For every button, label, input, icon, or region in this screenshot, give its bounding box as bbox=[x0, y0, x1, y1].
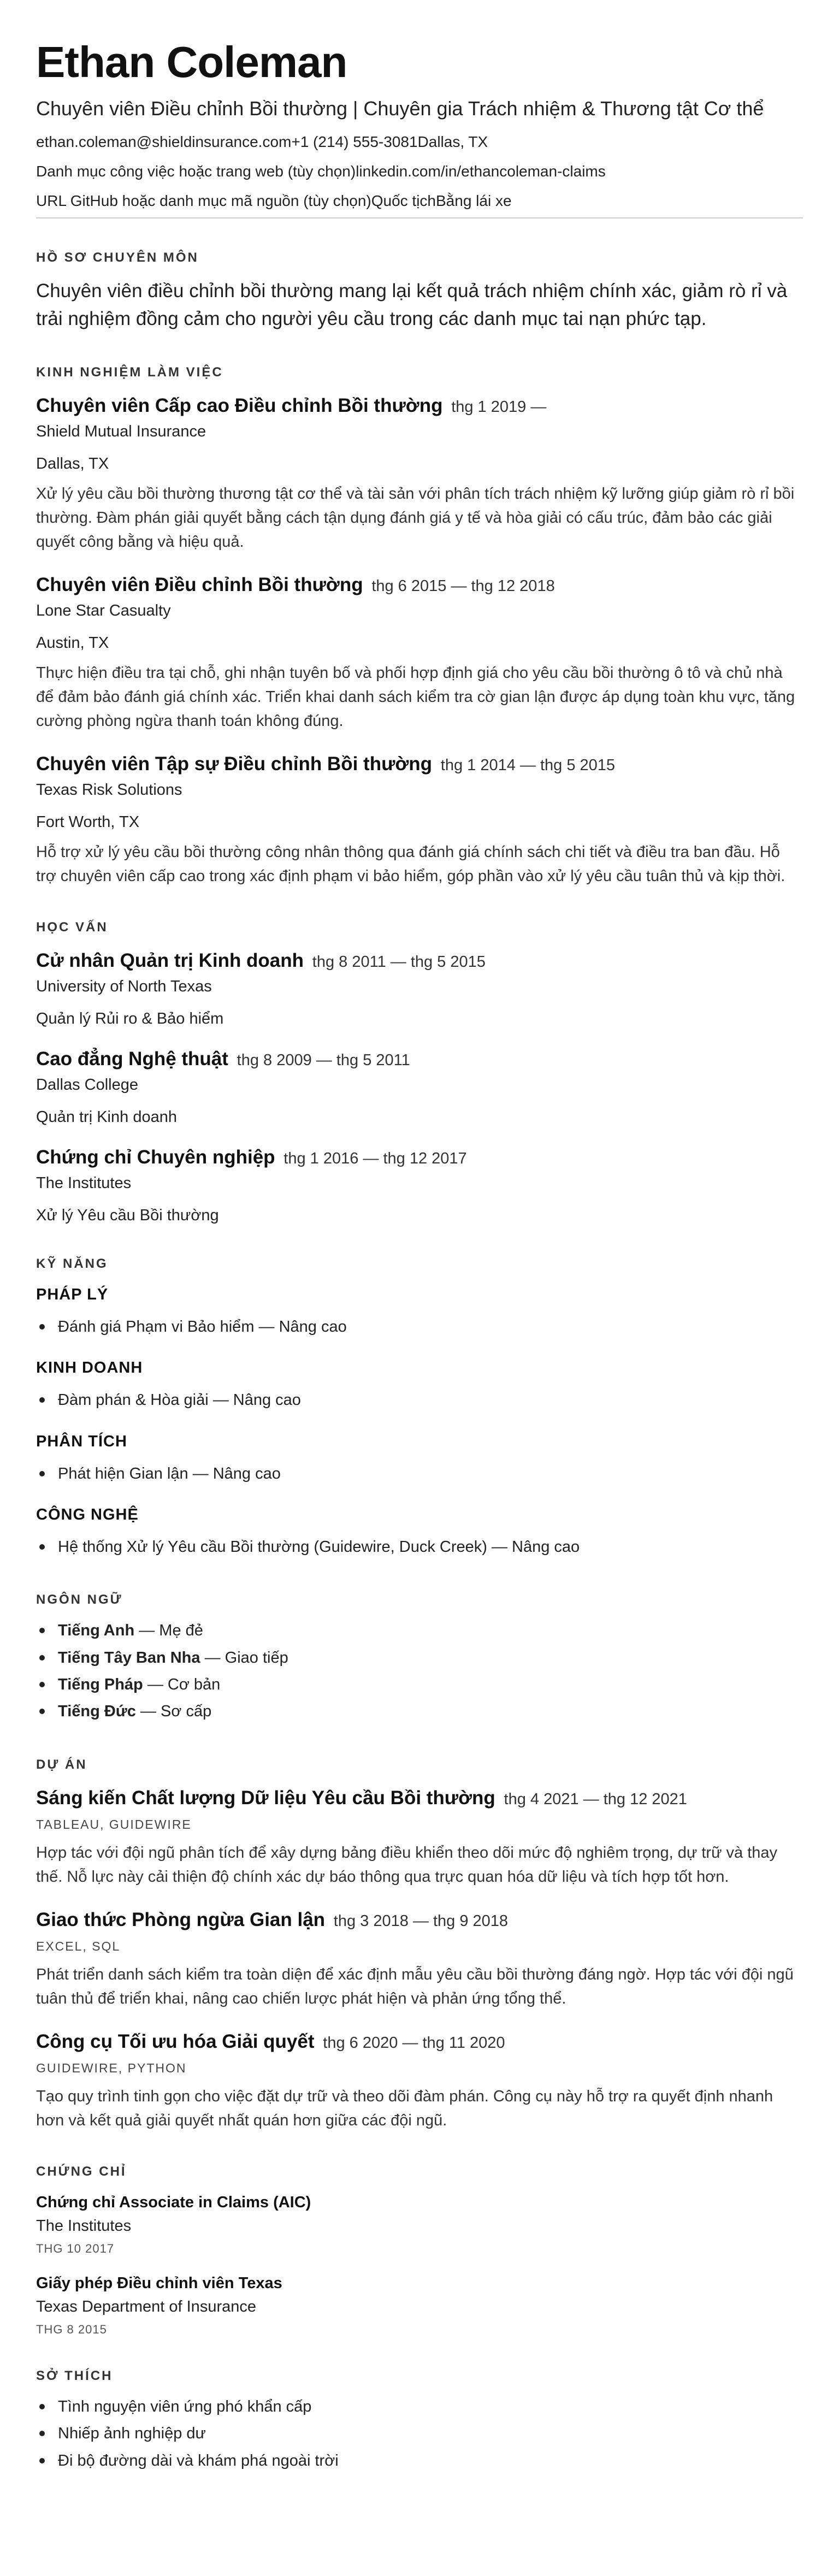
certifications-section bbox=[36, 2164, 803, 2337]
study-field: Quản trị Kinh doanh bbox=[36, 1108, 177, 1126]
project-dates: thg 6 2020 — thg 11 2020 bbox=[323, 2034, 505, 2052]
project-description: Phát triển danh sách kiểm tra toàn diện để xác định mẫu yêu cầu bồi thường đáng ngờ. Hợp tác với đội ngũ tuân thủ để triển khai, nâng cao chiến lược phát hiện và phản ứng tổng thể. bbox=[36, 1965, 794, 2007]
interest-item: Nhiếp ảnh nghiệp dư bbox=[36, 2420, 803, 2447]
skill-group bbox=[36, 1286, 803, 1340]
degree-title: Chứng chỉ Chuyên nghiệp bbox=[36, 1147, 275, 1168]
skill-category: PHÁP LÝ bbox=[36, 1286, 109, 1304]
language-item bbox=[36, 1617, 803, 1644]
skill-group bbox=[36, 1433, 803, 1487]
job-location: Austin, TX bbox=[36, 634, 109, 652]
project-name: Sáng kiến Chất lượng Dữ liệu Yêu cầu Bồi thường bbox=[36, 1787, 495, 1809]
job-description: Xử lý yêu cầu bồi thường thương tật cơ thể và tài sản với phân tích trách nhiệm kỹ lưỡng giúp giảm rò rỉ bồi thường. Đàm phán giải quyết bằng cách tận dụng đánh giá y tế và hòa giải có cấu trúc, đảm bảo các giải quyết công bằng và hiệu quả. bbox=[36, 485, 795, 551]
language-name: Tiếng Đức bbox=[58, 1703, 136, 1721]
project-description: Hợp tác với đội ngũ phân tích để xây dựng bảng điều khiển theo dõi mức độ nghiêm trọng, dự trữ và thay thế. Nỗ lực này cải thiện độ chính xác dự báo thông qua trực quan hóa dữ liệu và tích hợp tốt hơn. bbox=[36, 1844, 778, 1886]
languages-section bbox=[36, 1592, 803, 1725]
certification-item bbox=[36, 2194, 803, 2256]
contact-line-1[interactable]: ethan.coleman@shieldinsurance.com+1 (214) 555-3081Dallas, TX bbox=[36, 133, 488, 150]
certification-name: Chứng chỉ Associate in Claims (AIC) bbox=[36, 2193, 311, 2211]
skill-group bbox=[36, 1359, 803, 1414]
language-item bbox=[36, 1698, 803, 1725]
project-item bbox=[36, 1787, 803, 1889]
job-location: Dallas, TX bbox=[36, 454, 109, 472]
resume-header bbox=[36, 39, 803, 218]
degree-dates: thg 8 2009 — thg 5 2011 bbox=[237, 1051, 410, 1070]
project-item bbox=[36, 2030, 803, 2132]
skill-item: Phát hiện Gian lận — Nâng cao bbox=[36, 1461, 803, 1487]
summary-text: Chuyên viên điều chỉnh bồi thường mang lại kết quả trách nhiệm chính xác, giảm rò rỉ và trải nghiệm đồng cảm cho người yêu cầu trong các danh mục tai nạn phức tạp. bbox=[36, 280, 788, 329]
experience-item bbox=[36, 574, 803, 733]
skill-category: KINH DOANH bbox=[36, 1359, 143, 1377]
project-tags: TABLEAU, GUIDEWIRE bbox=[36, 1817, 192, 1831]
job-title: Chuyên viên Cấp cao Điều chỉnh Bồi thường bbox=[36, 394, 443, 416]
project-dates: thg 4 2021 — thg 12 2021 bbox=[504, 1790, 687, 1808]
job-company: Shield Mutual Insurance bbox=[36, 422, 206, 440]
certification-date: THG 8 2015 bbox=[36, 2322, 107, 2336]
projects-title: DỰ ÁN bbox=[36, 1757, 87, 1772]
projects-section bbox=[36, 1757, 803, 2132]
education-title: HỌC VẤN bbox=[36, 920, 108, 935]
interest-item: Đi bộ đường dài và khám phá ngoài trời bbox=[36, 2448, 803, 2474]
language-level: — Sơ cấp bbox=[135, 1703, 212, 1721]
project-description: Tạo quy trình tinh gọn cho việc đặt dự trữ và theo dõi đàm phán. Công cụ này hỗ trợ ra quyết định nhanh hơn và kết quả giải quyết nhất quán hơn giữa các đội ngũ. bbox=[36, 2087, 773, 2129]
contact-line-3: URL GitHub hoặc danh mục mã nguồn (tùy chọn)Quốc tịchBằng lái xe bbox=[36, 192, 512, 209]
project-name: Công cụ Tối ưu hóa Giải quyết bbox=[36, 2030, 315, 2052]
certification-item bbox=[36, 2274, 803, 2337]
project-tags: GUIDEWIRE, PYTHON bbox=[36, 2060, 187, 2075]
language-level: — Cơ bản bbox=[143, 1675, 221, 1693]
skill-item: Đàm phán & Hòa giải — Nâng cao bbox=[36, 1387, 803, 1414]
education-section bbox=[36, 920, 803, 1225]
job-description: Hỗ trợ xử lý yêu cầu bồi thường công nhân thông qua đánh giá chính sách chi tiết và điều tra ban đầu. Hỗ trợ chuyên viên cấp cao trong xác định phạm vi bảo hiểm, góp phần vào xử lý yêu cầu tuân thủ và kịp thời. bbox=[36, 843, 785, 885]
header-divider bbox=[36, 217, 803, 218]
language-name: Tiếng Tây Ban Nha bbox=[58, 1649, 200, 1667]
skill-group bbox=[36, 1506, 803, 1561]
study-field: Xử lý Yêu cầu Bồi thường bbox=[36, 1207, 219, 1225]
certification-issuer: The Institutes bbox=[36, 2217, 132, 2235]
interest-item: Tình nguyện viên ứng phó khẩn cấp bbox=[36, 2394, 803, 2420]
interests-title: SỞ THÍCH bbox=[36, 2368, 113, 2383]
interest-list bbox=[36, 2394, 803, 2474]
language-item bbox=[36, 1671, 803, 1698]
certification-name: Giấy phép Điều chỉnh viên Texas bbox=[36, 2274, 282, 2292]
certifications-title: CHỨNG CHỈ bbox=[36, 2164, 127, 2179]
certification-date: THG 10 2017 bbox=[36, 2241, 115, 2255]
project-name: Giao thức Phòng ngừa Gian lận bbox=[36, 1909, 326, 1930]
candidate-headline: Chuyên viên Điều chỉnh Bồi thường | Chuyên gia Trách nhiệm & Thương tật Cơ thể bbox=[36, 97, 764, 120]
contact-line-2[interactable]: Danh mục công việc hoặc trang web (tùy chọn)linkedin.com/in/ethancoleman-claims bbox=[36, 163, 606, 180]
skill-item: Hệ thống Xử lý Yêu cầu Bồi thường (Guidewire, Duck Creek) — Nâng cao bbox=[36, 1534, 803, 1561]
skills-section bbox=[36, 1256, 803, 1561]
language-name: Tiếng Anh bbox=[58, 1622, 135, 1640]
study-field: Quản lý Rủi ro & Bảo hiểm bbox=[36, 1010, 224, 1028]
job-company: Texas Risk Solutions bbox=[36, 781, 182, 799]
degree-title: Cao đẳng Nghệ thuật bbox=[36, 1048, 228, 1070]
school-name: The Institutes bbox=[36, 1174, 132, 1192]
language-level: — Giao tiếp bbox=[200, 1649, 288, 1667]
experience-section bbox=[36, 365, 803, 889]
language-level: — Mẹ đẻ bbox=[134, 1622, 203, 1640]
job-location: Fort Worth, TX bbox=[36, 813, 140, 831]
education-item bbox=[36, 1048, 803, 1126]
school-name: Dallas College bbox=[36, 1076, 138, 1094]
summary-section bbox=[36, 250, 803, 333]
languages-title: NGÔN NGỮ bbox=[36, 1592, 123, 1608]
experience-item bbox=[36, 753, 803, 888]
experience-title: KINH NGHIỆM LÀM VIỆC bbox=[36, 364, 223, 380]
candidate-name: Ethan Coleman bbox=[36, 38, 347, 86]
degree-dates: thg 8 2011 — thg 5 2015 bbox=[312, 953, 486, 971]
language-list bbox=[36, 1617, 803, 1725]
job-dates: thg 6 2015 — thg 12 2018 bbox=[371, 577, 555, 595]
job-description: Thực hiện điều tra tại chỗ, ghi nhận tuyên bố và phối hợp định giá cho yêu cầu bồi thường ô tô và chủ nhà để đảm bảo đánh giá chính xác. Triển khai danh sách kiểm tra cờ gian lận được áp dụng toàn khu vực, tăng cường phòng ngừa thanh toán không đúng. bbox=[36, 664, 795, 730]
project-tags: EXCEL, SQL bbox=[36, 1939, 121, 1953]
job-title: Chuyên viên Điều chỉnh Bồi thường bbox=[36, 574, 363, 595]
skill-category: CÔNG NGHỆ bbox=[36, 1506, 139, 1524]
job-title: Chuyên viên Tập sự Điều chỉnh Bồi thường bbox=[36, 753, 433, 775]
skill-item: Đánh giá Phạm vi Bảo hiểm — Nâng cao bbox=[36, 1314, 803, 1340]
job-dates: thg 1 2014 — thg 5 2015 bbox=[440, 756, 616, 774]
certification-issuer: Texas Department of Insurance bbox=[36, 2297, 256, 2315]
degree-title: Cử nhân Quản trị Kinh doanh bbox=[36, 950, 304, 972]
language-name: Tiếng Pháp bbox=[58, 1675, 143, 1693]
job-company: Lone Star Casualty bbox=[36, 601, 171, 619]
project-item bbox=[36, 1909, 803, 2011]
school-name: University of North Texas bbox=[36, 978, 212, 996]
summary-title: HỒ SƠ CHUYÊN MÔN bbox=[36, 250, 199, 265]
degree-dates: thg 1 2016 — thg 12 2017 bbox=[283, 1150, 467, 1168]
job-dates: thg 1 2019 — bbox=[451, 398, 547, 416]
education-item bbox=[36, 1146, 803, 1225]
skills-title: KỸ NĂNG bbox=[36, 1256, 108, 1272]
skill-category: PHÂN TÍCH bbox=[36, 1432, 127, 1450]
language-item bbox=[36, 1645, 803, 1671]
interests-section bbox=[36, 2368, 803, 2474]
education-item bbox=[36, 949, 803, 1028]
experience-item bbox=[36, 394, 803, 554]
project-dates: thg 3 2018 — thg 9 2018 bbox=[333, 1912, 509, 1930]
